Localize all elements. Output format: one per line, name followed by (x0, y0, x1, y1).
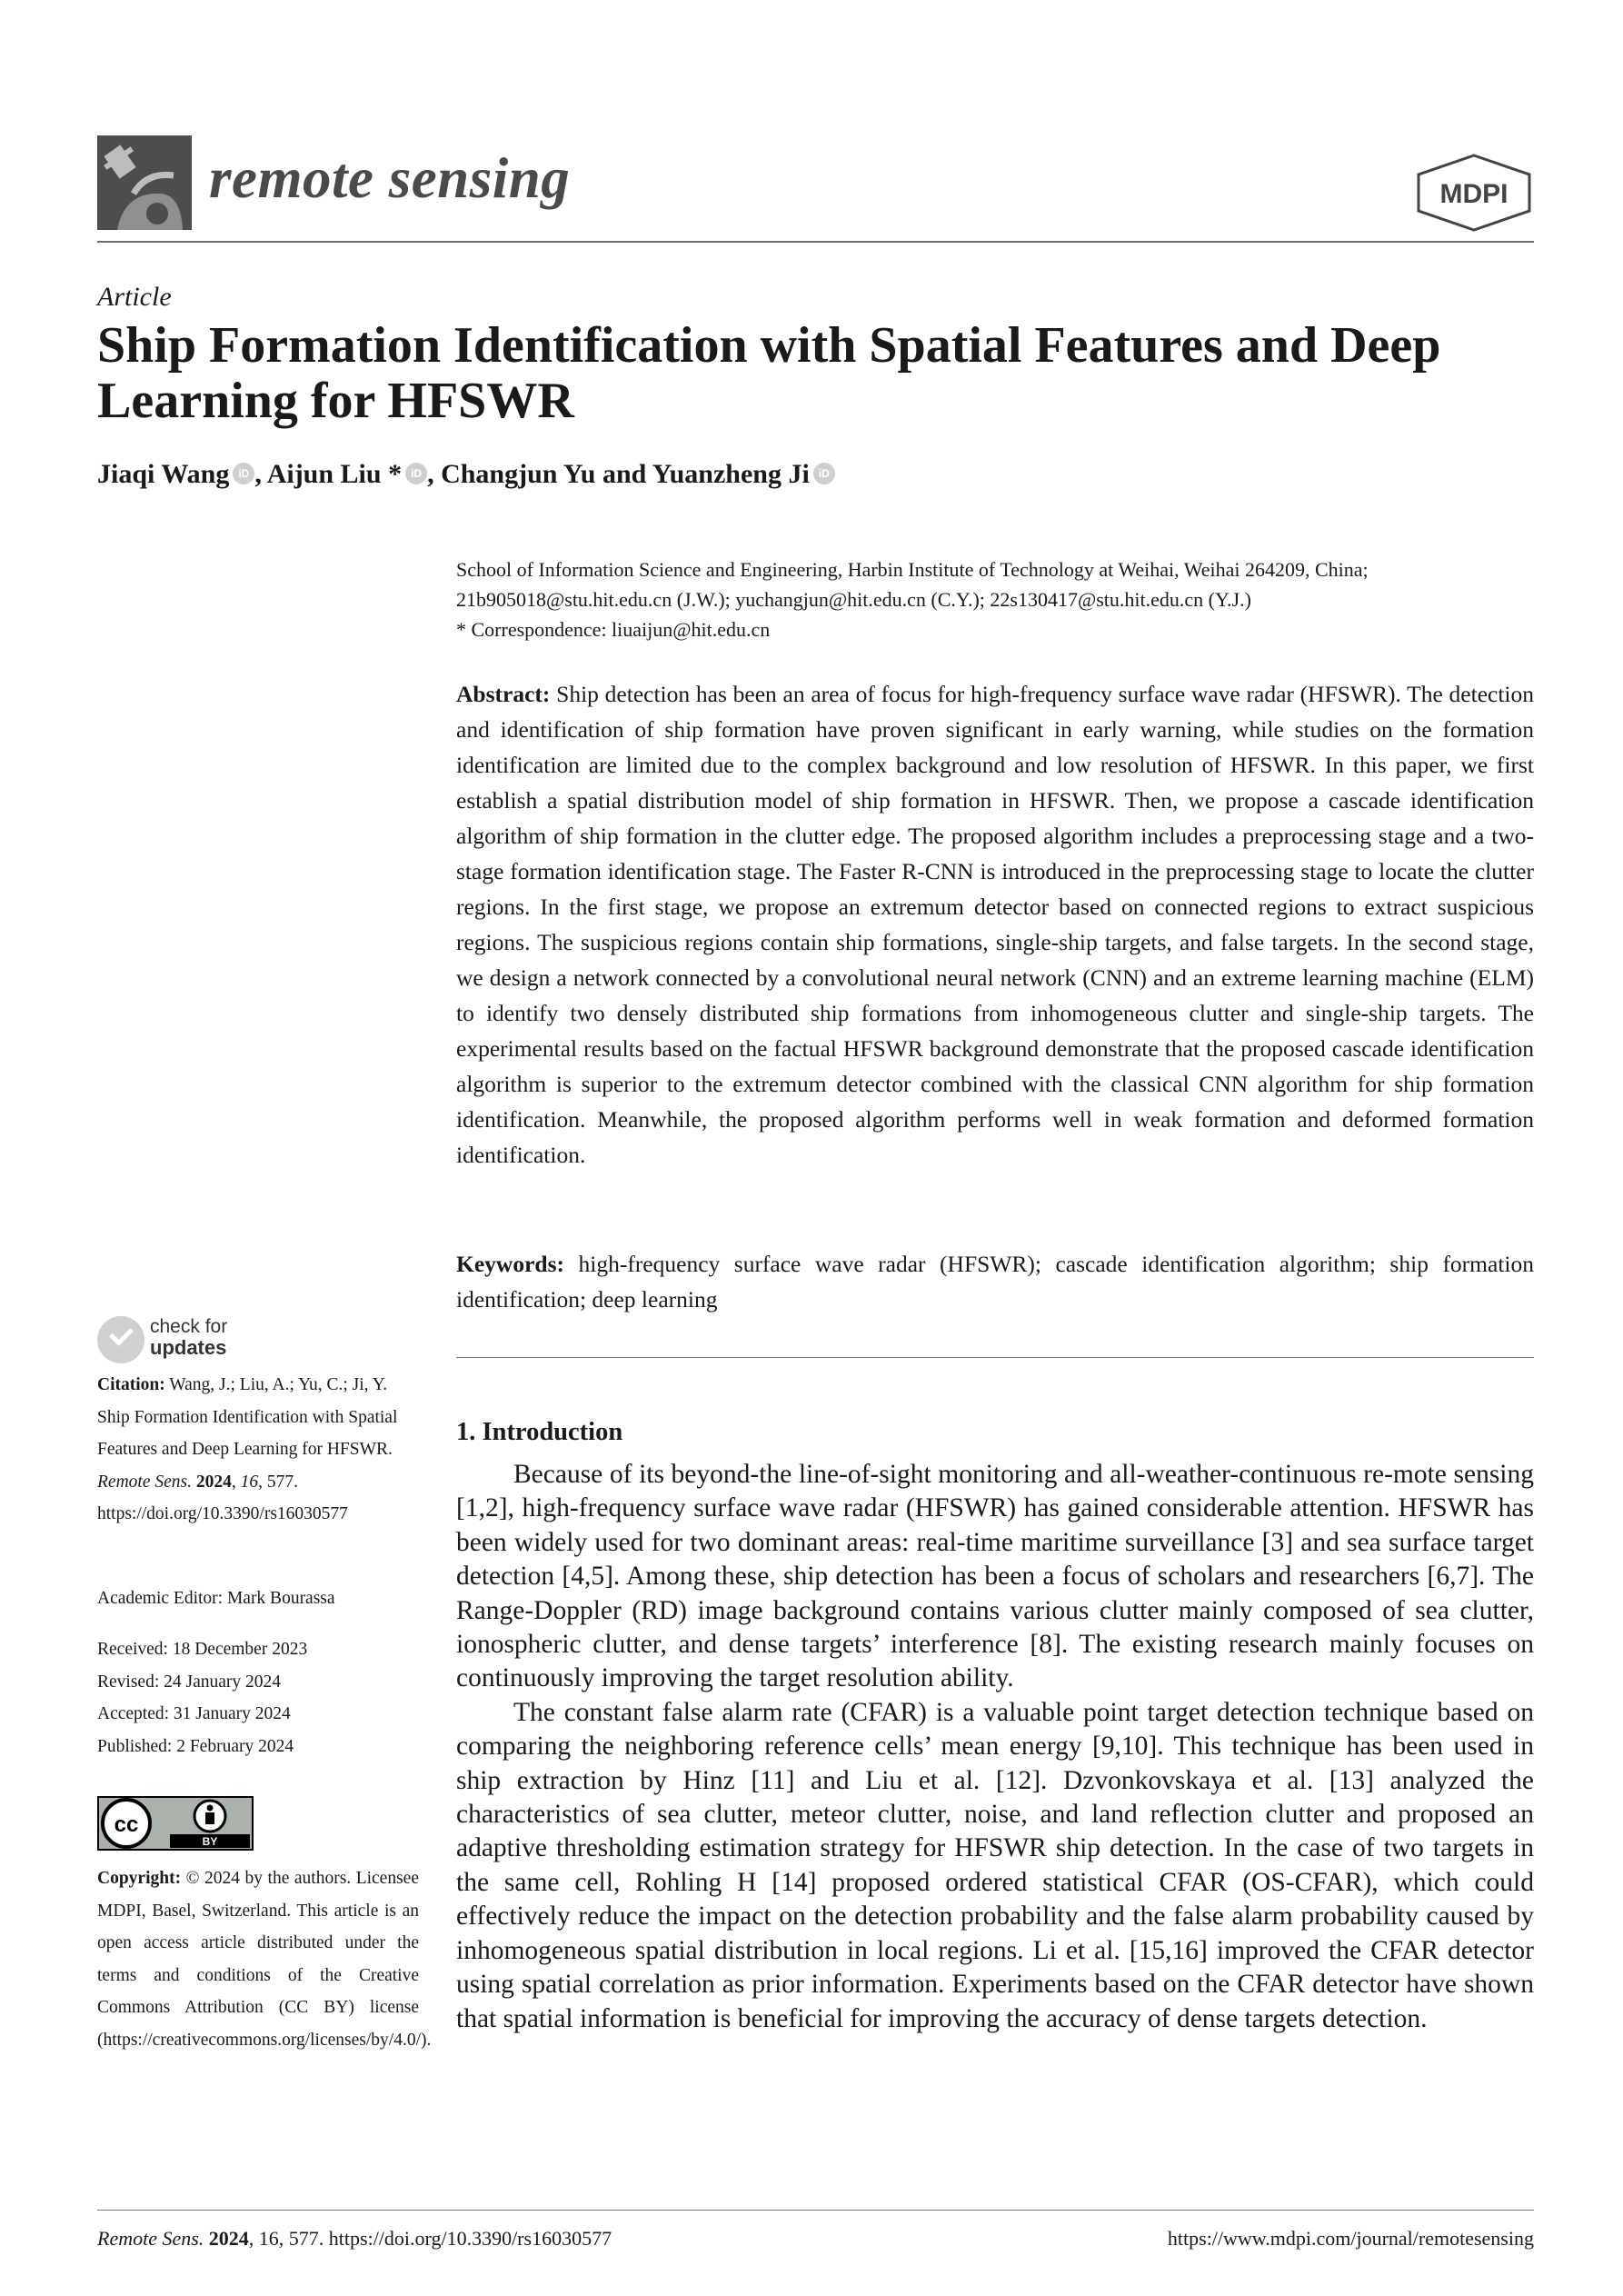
citation-year: 2024 (195, 1472, 232, 1492)
abstract-label: Abstract: (456, 681, 551, 707)
article-title: Ship Formation Identification with Spatial Features and Deep Learning for HFSWR (97, 317, 1441, 429)
section-heading: 1. Introduction (456, 1418, 623, 1446)
publisher-logo (1413, 153, 1536, 233)
section-divider (456, 1357, 1534, 1358)
abstract (456, 676, 1534, 1173)
published-date: Published: 2 February 2024 (97, 1736, 294, 1756)
author-name[interactable]: , Aijun Liu * (254, 459, 403, 489)
affiliation (456, 554, 1534, 644)
keywords-label: Keywords: (456, 1251, 564, 1277)
citation-text: Wang, J.; Liu, A.; Yu, C.; Ji, Y. Ship Formation Identification with Spatial Features and Deep Learning for HFSWR. (97, 1375, 398, 1460)
abstract-text: Ship detection has been an area of focus for high-frequency surface wave radar (HFSWR). The detection and identification of ship formation have proven significant in early warning, while studies on the formation identification are limited due to the complex background and low resolution of HFSWR. In this paper, we first establish a spatial distribution model of ship formation in HFSWR. Then, we propose a cascade identification algorithm of ship formation in the clutter edge. The proposed algorithm includes a preprocessing stage and a two-stage formation identification stage. The Faster R-CNN is introduced in the preprocessing stage to locate the clutter regions. In the first stage, we propose an extremum detector based on connected regions to extract suspicious regions. The suspicious regions contain ship formations, single-ship targets, and false targets. In the second stage, we design a network connected by a convolutional neural network (CNN) and an extreme learning machine (ELM) to identify two densely distributed ship formations from inhomogeneous clutter and single-ship targets. The experimental results based on the factual HFSWR background demonstrate that the proposed cascade identification algorithm is superior to the extremum detector combined with the classical CNN algorithm for ship formation identification. Meanwhile, the proposed algorithm performs well in weak formation and deformed formation identification. (456, 681, 1535, 1168)
updates-label: updates (150, 1336, 227, 1359)
copyright-text: © 2024 by the authors. Licensee MDPI, Basel, Switzerland. This article is an open access article distributed under the terms and conditions of the Creative Commons Attribution (CC BY) license (https://creativecommons.org/licenses/by/4.0/). (97, 1869, 432, 2050)
footer-rule (97, 2210, 1534, 2211)
check-for-updates-badge[interactable] (97, 1314, 252, 1365)
checkmark-icon (97, 1316, 144, 1363)
copyright-block (97, 1862, 432, 2057)
cc-badge-label: BY (202, 1835, 218, 1848)
article-type: Article (97, 282, 172, 312)
footer-journal-url[interactable]: https://www.mdpi.com/journal/remotesensing (1167, 2227, 1534, 2250)
orcid-icon[interactable]: iD (233, 463, 254, 484)
check-label: check for (150, 1316, 228, 1337)
svg-text:cc: cc (114, 1812, 139, 1837)
keywords (456, 1246, 1534, 1317)
introduction-body (456, 1458, 1534, 2036)
citation-doi[interactable]: , 577. https://doi.org/10.3390/rs16030577 (97, 1472, 348, 1524)
paragraph: The constant false alarm rate (CFAR) is a valuable point target detection technique based on comparing the neighboring reference cells’ mean energy [9,10]. This technique has been used in ship extraction by Hinz [11] and Liu et al. [12]. Dzvonkovskaya et al. [13] analyzed the characteristics of sea clutter, meteor clutter, noise, and land reflection clutter and proposed an adaptive thresholding estimation strategy for HFSWR ship detection. In the case of two targets in the same cell, Rohling H [14] proposed ordered statistical CFAR (OS-CFAR), which could effectively reduce the impact on the detection probability and the false alarm probability caused by inhomogeneous spatial distribution in local regions. Li et al. [15,16] improved the CFAR detector using spatial correlation as prior information. Experiments based on the CFAR detector have shown that spatial information is beneficial for improving the accuracy of dense targets detection. (456, 1697, 1534, 2033)
cc-by-license-badge[interactable] (97, 1796, 254, 1851)
journal-name: remote sensing (209, 146, 571, 210)
citation-volume: 16 (240, 1472, 259, 1492)
citation-label: Citation: (97, 1375, 165, 1394)
affiliation-emails: 21b905018@stu.hit.edu.cn (J.W.); yuchangjun@hit.edu.cn (C.Y.); 22s130417@stu.hit.edu.cn (Y.J.) (456, 588, 1251, 611)
correspondence: * Correspondence: liuaijun@hit.edu.cn (456, 618, 771, 641)
received-date: Received: 18 December 2023 (97, 1640, 308, 1659)
journal-logo (97, 135, 192, 230)
revised-date: Revised: 24 January 2024 (97, 1672, 282, 1692)
citation-journal: Remote Sens. (97, 1472, 192, 1492)
copyright-label: Copyright: (97, 1869, 182, 1888)
author-list (97, 459, 835, 490)
accepted-date: Accepted: 31 January 2024 (97, 1704, 291, 1724)
author-name[interactable]: Jiaqi Wang (97, 459, 230, 489)
paragraph: Because of its beyond-the line-of-sight monitoring and all-weather-continuous re-mote sensing [1,2], high-frequency surface wave radar (HFSWR) has gained considerable attention. HFSWR has been widely used for two dominant areas: real-time maritime surveillance [3] and sea surface target detection [4,5]. Among these, ship detection has been a focus of scholars and researchers [6,7]. The Range-Doppler (RD) image background contains various clutter mainly composed of sea clutter, ionospheric clutter, and dense targets’ interference [8]. The existing research mainly focuses on continuously improving the target resolution ability. (456, 1460, 1534, 1693)
affiliation-line: School of Information Science and Engineering, Harbin Institute of Technology at Weihai, Weihai 264209, China; (456, 558, 1369, 581)
footer-citation (97, 2227, 612, 2251)
academic-editor: Academic Editor: Mark Bourassa (97, 1589, 335, 1608)
orcid-icon[interactable]: iD (405, 463, 427, 484)
dates-block (97, 1633, 419, 1762)
keywords-text: high-frequency surface wave radar (HFSWR); cascade identification algorithm; ship formation identification; deep learning (456, 1251, 1535, 1313)
author-name[interactable]: , Changjun Yu and Yuanzheng Ji (427, 459, 810, 489)
orcid-icon[interactable]: iD (813, 463, 835, 484)
publisher-name: MDPI (1439, 179, 1508, 209)
footer-doi[interactable]: , 16, 577. https://doi.org/10.3390/rs16030577 (248, 2227, 612, 2250)
footer-year: 2024 (208, 2227, 249, 2250)
footer-journal: Remote Sens. (97, 2227, 204, 2250)
citation-block: Citation: Wang, J.; Liu, A.; Yu, C.; Ji, Y. Ship Formation Identification with Spatial Features and Deep Learning for HFSWR. Remote Sens. 2024, 16, 577. https://doi.org/10.3390/rs16030577 (97, 1375, 398, 1524)
header-rule (97, 241, 1534, 243)
